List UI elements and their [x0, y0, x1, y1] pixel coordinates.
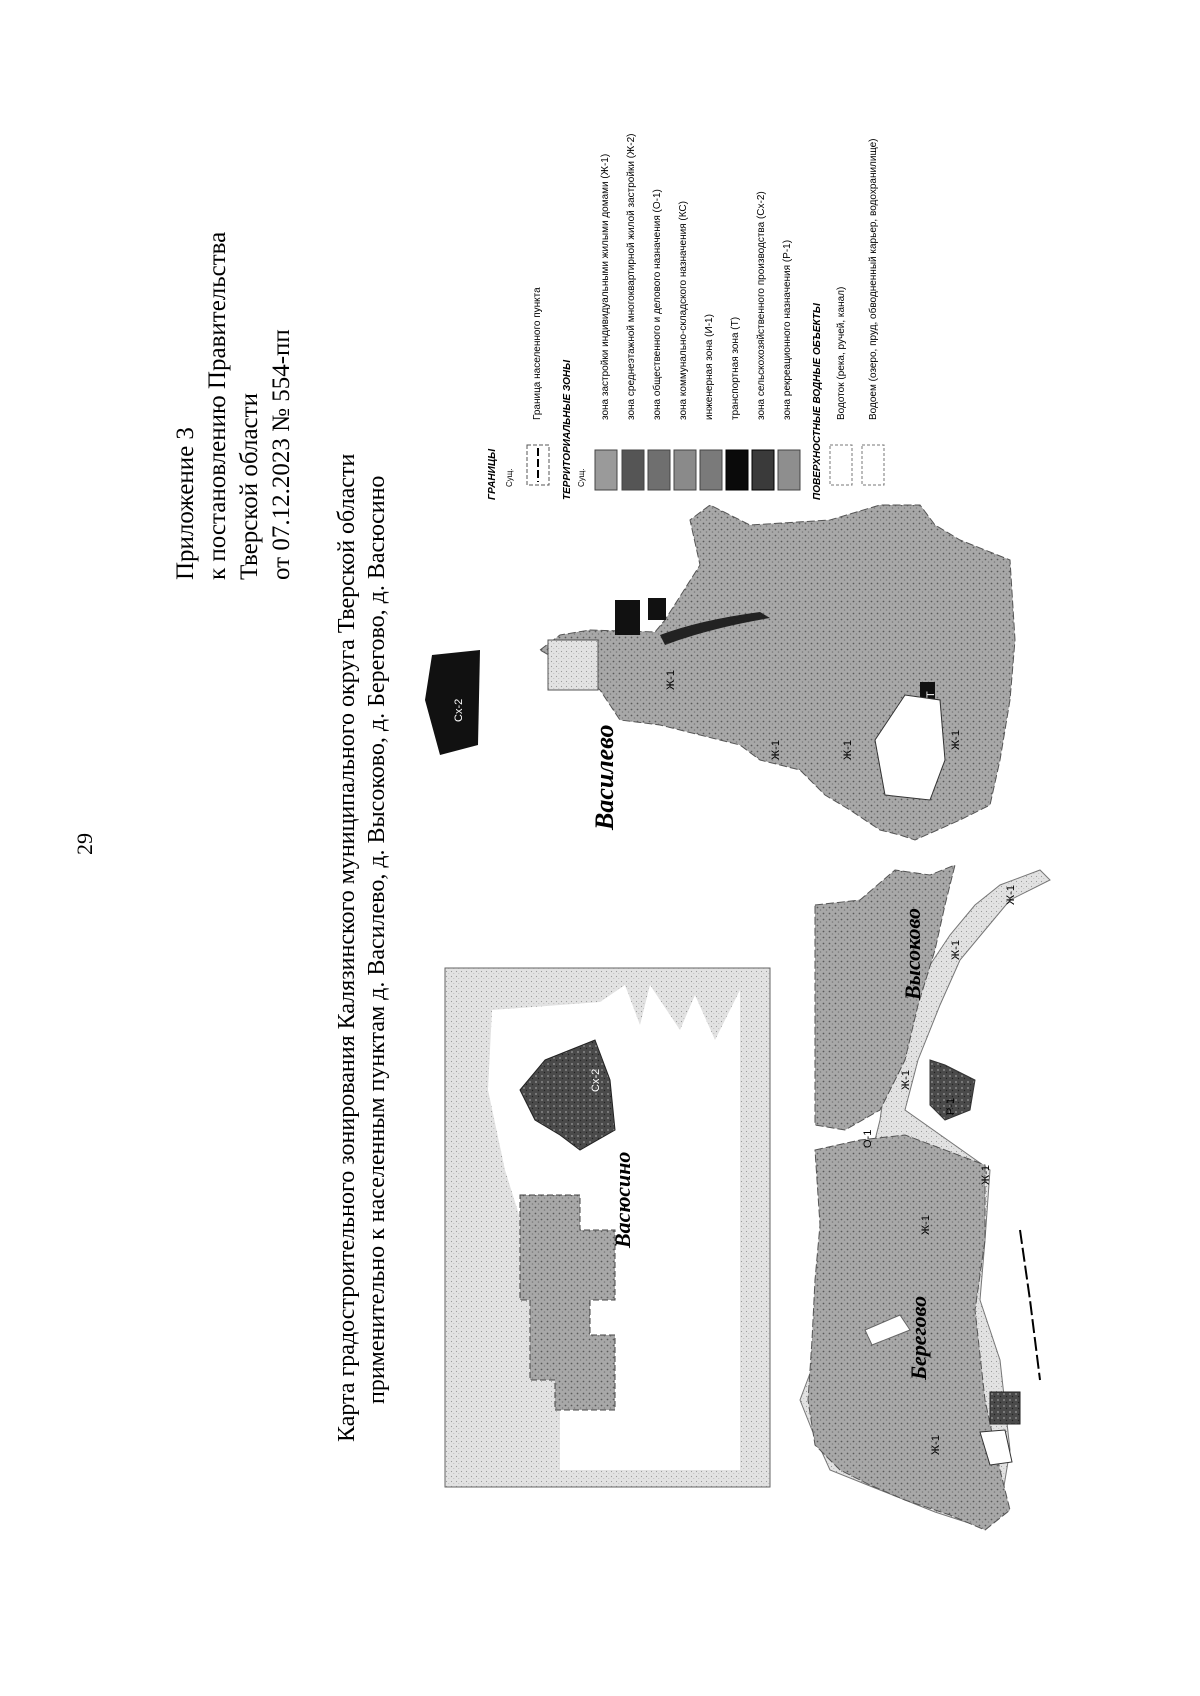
legend-zone-label: транспортная зона (Т)	[730, 316, 741, 420]
place-name-vysokovo: Высоково	[900, 907, 925, 1000]
legend-zone-label: зона застройки индивидуальными жилыми домами (Ж-1)	[600, 153, 611, 420]
legend-o1-swatch	[648, 450, 670, 490]
legend-zone-label: зона рекреационного назначения (Р-1)	[782, 239, 793, 420]
zone-label: Ж-1	[1005, 885, 1017, 905]
zone-label: Сх-2	[590, 1068, 602, 1092]
map-title-line-1: Карта градостроительного зонирования Калязинского муниципального округа Тверской области	[334, 453, 360, 1442]
legend-water-label: Водоток (река, ручей, канал)	[836, 286, 847, 420]
legend-border-label: Граница населенного пункта	[532, 287, 543, 420]
place-name-vasyusino: Васюсино	[610, 1151, 635, 1248]
appendix-line-4: от 07.12.2023 № 554-пп	[268, 329, 295, 580]
page-number: 29	[72, 833, 97, 855]
zone-label: Ж-1	[842, 740, 854, 760]
legend-zone-label: зона общественного и делового назначения (О-1)	[652, 189, 663, 420]
zone-label: Сх-2	[453, 698, 465, 722]
legend-r1-swatch	[778, 450, 800, 490]
zone-label: Ж-1	[980, 1165, 992, 1185]
beregovo-sx2-zone	[990, 1392, 1020, 1424]
legend-water-heading: ПОВЕРХНОСТНЫЕ ВОДНЫЕ ОБЪЕКТЫ	[812, 303, 823, 500]
vasilevo-t-zone	[615, 600, 640, 635]
beregovo-boundary	[1020, 1230, 1040, 1380]
legend-zone-label: инженерная зона (И-1)	[704, 314, 715, 420]
zone-label: Ж-1	[950, 940, 962, 960]
legend-borders-col: Сущ.	[505, 468, 514, 487]
legend-waterbody-swatch	[862, 445, 884, 485]
appendix-line-3: Тверской области	[236, 393, 263, 580]
place-name-vasilevo: Василево	[590, 724, 619, 830]
legend-ks-swatch	[674, 450, 696, 490]
legend-zones-heading: ТЕРРИТОРИАЛЬНЫЕ ЗОНЫ	[562, 359, 573, 500]
legend-i1-swatch	[700, 450, 722, 490]
zone-label: Ж-1	[930, 1435, 942, 1455]
zone-label: Р-1	[945, 1097, 957, 1115]
zone-label: Ж-1	[950, 730, 962, 750]
appendix-line-1: Приложение 3	[172, 427, 199, 580]
legend-t-swatch	[726, 450, 748, 490]
vasilevo-o1-zone	[548, 640, 598, 690]
appendix-line-2: к постановлению Правительства	[204, 231, 231, 580]
legend-sx2-swatch	[752, 450, 774, 490]
zone-label: Т	[925, 691, 937, 698]
zone-label: Ж-1	[900, 1070, 912, 1090]
legend-zone-label: зона сельскохозяйственного производства (Сх-2)	[756, 191, 767, 420]
legend-zones-col: Сущ.	[577, 468, 586, 487]
zone-label: Ж-1	[665, 670, 677, 690]
legend-zone-label: зона среднеэтажной многоквартирной жилой застройки (Ж-2)	[626, 133, 637, 420]
inset-vasyusino	[445, 968, 770, 1487]
place-name-beregovo: Берегово	[906, 1295, 931, 1380]
vasilevo-t-zone-2	[648, 598, 666, 620]
legend-water-label: Водоем (озеро, пруд, обводненный карьер, водохранилище)	[868, 138, 879, 420]
zone-label: О-1	[862, 1129, 874, 1148]
legend-watercourse-swatch	[830, 445, 852, 485]
zone-label: Ж-1	[920, 1215, 932, 1235]
legend-zone-label: зона коммунально-складского назначения (КС)	[678, 201, 689, 420]
legend-borders-heading: ГРАНИЦЫ	[487, 448, 498, 500]
map-title-line-2: применительно к населенным пунктам д. Василево, д. Высоково, д. Берегово, д. Васюсино	[364, 475, 390, 1404]
zone-label: Ж-1	[770, 740, 782, 760]
map-vasilevo	[425, 505, 1015, 840]
legend-zh1-swatch	[595, 450, 617, 490]
legend-zh2-swatch	[622, 450, 644, 490]
